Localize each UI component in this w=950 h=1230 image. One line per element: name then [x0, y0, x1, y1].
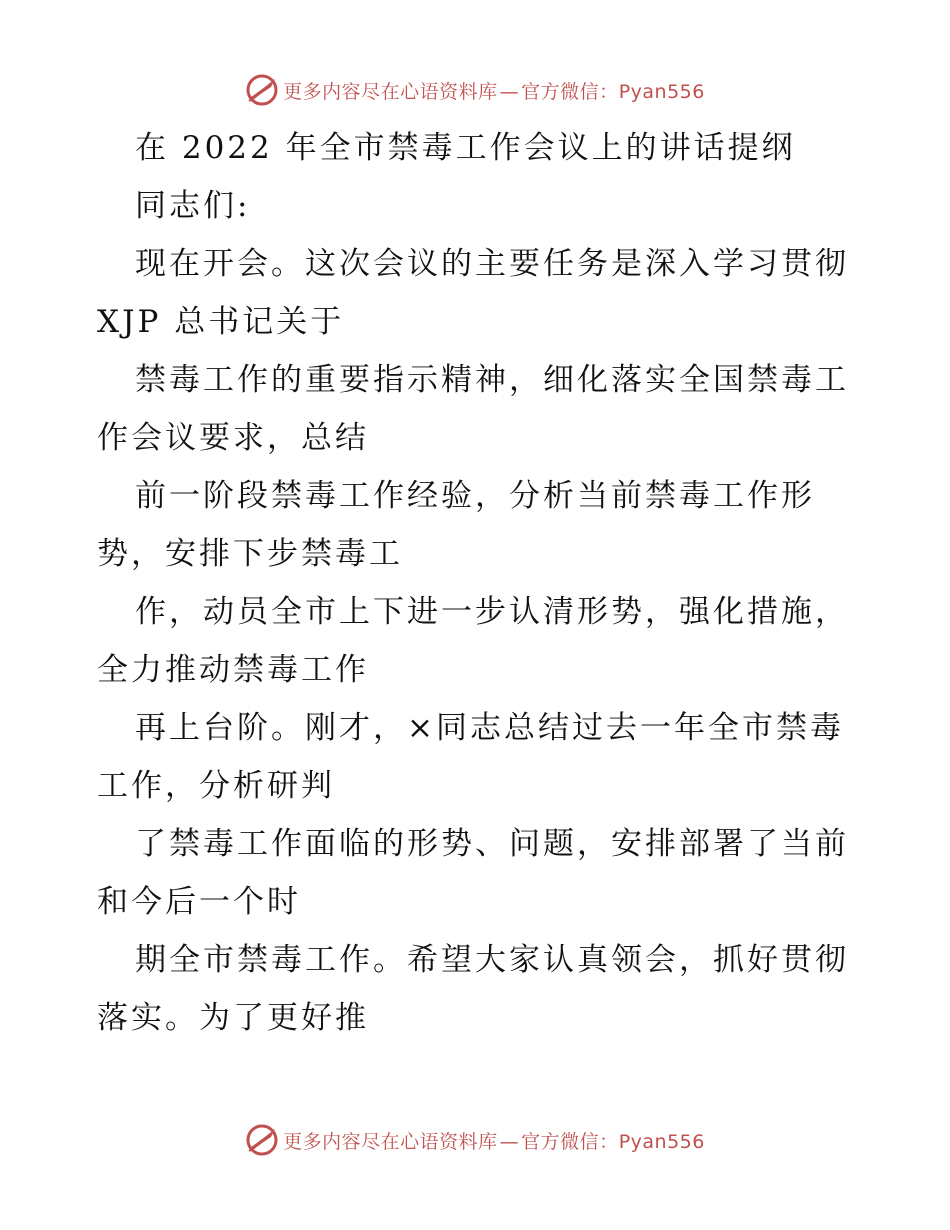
- footer-watermark: [0, 1120, 950, 1160]
- paragraph-line: 作会议要求，总结: [97, 420, 369, 456]
- paragraph-line: 期全市禁毒工作。希望大家认真领会，抓好贯彻: [135, 942, 849, 978]
- paragraph-line: 前一阶段禁毒工作经验，分析当前禁毒工作形: [135, 478, 815, 514]
- pen-logo-icon: [245, 73, 279, 107]
- paragraph-line: 全力推动禁毒工作: [97, 652, 369, 688]
- header-watermark: [0, 70, 950, 110]
- paragraph-line: 禁毒工作的重要指示精神，细化落实全国禁毒工: [135, 362, 849, 398]
- paragraph-line: 再上台阶。刚才，×同志总结过去一年全市禁毒: [135, 710, 844, 746]
- document-title: 在 2022 年全市禁毒工作会议上的讲话提纲: [135, 130, 796, 166]
- watermark-text: 更多内容尽在心语资料库 — 官方微信：Pyan556: [283, 1130, 705, 1153]
- pen-logo-icon: [245, 1123, 279, 1157]
- watermark-text: 更多内容尽在心语资料库 — 官方微信：Pyan556: [283, 80, 705, 103]
- paragraph-line: 和今后一个时: [97, 884, 301, 920]
- paragraph-line: 工作，分析研判: [97, 768, 335, 804]
- greeting: 同志们:: [135, 188, 251, 224]
- paragraph-line: XJP 总书记关于: [97, 304, 345, 340]
- paragraph-line: 现在开会。这次会议的主要任务是深入学习贯彻: [135, 246, 849, 282]
- paragraph-line: 势，安排下步禁毒工: [97, 536, 403, 572]
- paragraph-line: 作，动员全市上下进一步认清形势，强化措施，: [135, 594, 849, 630]
- paragraph-line: 落实。为了更好推: [97, 1000, 369, 1036]
- paragraph-line: 了禁毒工作面临的形势、问题，安排部署了当前: [135, 826, 849, 862]
